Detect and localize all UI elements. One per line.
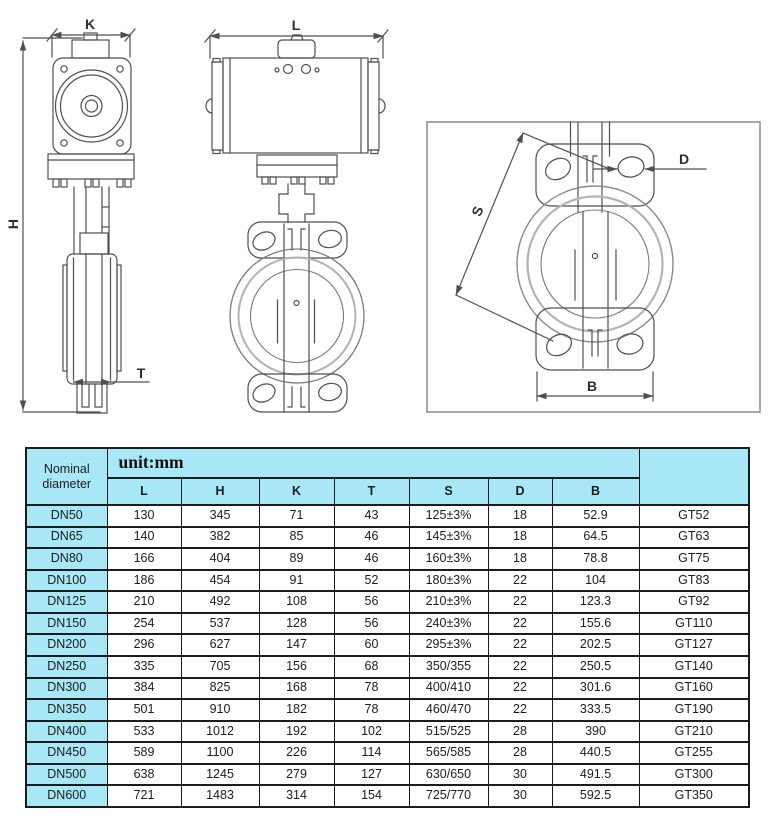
value-cell-s: 145±3%	[409, 527, 488, 549]
dn-cell: DN200	[26, 634, 107, 656]
value-cell-b: 440.5	[552, 742, 639, 764]
value-cell-h: 345	[181, 505, 259, 527]
value-cell-l: 254	[107, 613, 181, 635]
value-cell-s: 350/355	[409, 656, 488, 678]
table-row-dn250	[26, 656, 749, 678]
dim-label-s: S	[468, 203, 487, 219]
dn-cell: DN300	[26, 678, 107, 700]
value-cell-s: 515/525	[409, 721, 488, 743]
table-row-dn125	[26, 591, 749, 613]
value-cell-t: 56	[334, 591, 409, 613]
value-cell-d: 22	[488, 656, 552, 678]
value-cell-d: 18	[488, 548, 552, 570]
value-cell-k: 279	[259, 764, 334, 786]
header-nominal-diameter: Nominal diameter	[26, 448, 107, 505]
value-cell-d: 22	[488, 570, 552, 592]
value-cell-s: 180±3%	[409, 570, 488, 592]
value-cell-k: 147	[259, 634, 334, 656]
dn-cell: DN100	[26, 570, 107, 592]
table-row-dn600	[26, 785, 749, 807]
model-cell: GT255	[639, 742, 749, 764]
value-cell-b: 301.6	[552, 678, 639, 700]
table-row-dn400	[26, 721, 749, 743]
table-row-dn500	[26, 764, 749, 786]
value-cell-h: 454	[181, 570, 259, 592]
dn-cell: DN50	[26, 505, 107, 527]
model-cell: GT210	[639, 721, 749, 743]
value-cell-b: 333.5	[552, 699, 639, 721]
value-cell-k: 192	[259, 721, 334, 743]
dimension-table	[25, 447, 750, 808]
dn-cell: DN450	[26, 742, 107, 764]
value-cell-b: 491.5	[552, 764, 639, 786]
value-cell-d: 18	[488, 527, 552, 549]
value-cell-d: 22	[488, 634, 552, 656]
dn-cell: DN350	[26, 699, 107, 721]
value-cell-l: 186	[107, 570, 181, 592]
value-cell-b: 52.9	[552, 505, 639, 527]
value-cell-t: 46	[334, 548, 409, 570]
value-cell-s: 630/650	[409, 764, 488, 786]
value-cell-h: 1483	[181, 785, 259, 807]
table-row-dn300	[26, 678, 749, 700]
header-unit: unit:mm	[107, 448, 639, 478]
value-cell-k: 85	[259, 527, 334, 549]
table-head	[26, 448, 749, 505]
value-cell-h: 705	[181, 656, 259, 678]
value-cell-b: 592.5	[552, 785, 639, 807]
model-cell: GT140	[639, 656, 749, 678]
table-row-dn65	[26, 527, 749, 549]
value-cell-t: 68	[334, 656, 409, 678]
model-cell: GT110	[639, 613, 749, 635]
value-cell-b: 250.5	[552, 656, 639, 678]
value-cell-k: 91	[259, 570, 334, 592]
value-cell-k: 108	[259, 591, 334, 613]
value-cell-l: 210	[107, 591, 181, 613]
dim-label-k: K	[84, 16, 96, 32]
value-cell-t: 46	[334, 527, 409, 549]
value-cell-b: 202.5	[552, 634, 639, 656]
value-cell-l: 533	[107, 721, 181, 743]
value-cell-s: 565/585	[409, 742, 488, 764]
value-cell-s: 460/470	[409, 699, 488, 721]
table-row-dn100	[26, 570, 749, 592]
value-cell-h: 1100	[181, 742, 259, 764]
front-view-drawing	[205, 17, 388, 412]
value-cell-d: 22	[488, 678, 552, 700]
value-cell-k: 156	[259, 656, 334, 678]
value-cell-s: 295±3%	[409, 634, 488, 656]
value-cell-d: 30	[488, 764, 552, 786]
value-cell-h: 825	[181, 678, 259, 700]
header-dim-s: S	[409, 478, 488, 505]
dim-label-b: B	[586, 378, 598, 394]
value-cell-t: 102	[334, 721, 409, 743]
header-model-empty	[639, 448, 749, 505]
dn-cell: DN150	[26, 613, 107, 635]
model-cell: GT83	[639, 570, 749, 592]
value-cell-d: 22	[488, 591, 552, 613]
value-cell-h: 1245	[181, 764, 259, 786]
table-row-dn150	[26, 613, 749, 635]
value-cell-h: 537	[181, 613, 259, 635]
header-dim-l: L	[107, 478, 181, 505]
value-cell-t: 78	[334, 678, 409, 700]
value-cell-t: 56	[334, 613, 409, 635]
value-cell-k: 71	[259, 505, 334, 527]
value-cell-k: 89	[259, 548, 334, 570]
header-dim-k: K	[259, 478, 334, 505]
value-cell-s: 125±3%	[409, 505, 488, 527]
value-cell-b: 155.6	[552, 613, 639, 635]
model-cell: GT92	[639, 591, 749, 613]
table-body	[26, 505, 749, 807]
side-view-drawing	[5, 16, 149, 413]
value-cell-l: 166	[107, 548, 181, 570]
value-cell-k: 168	[259, 678, 334, 700]
table-row-dn50	[26, 505, 749, 527]
model-cell: GT52	[639, 505, 749, 527]
model-cell: GT75	[639, 548, 749, 570]
value-cell-s: 240±3%	[409, 613, 488, 635]
value-cell-b: 123.3	[552, 591, 639, 613]
value-cell-k: 314	[259, 785, 334, 807]
value-cell-t: 154	[334, 785, 409, 807]
value-cell-h: 382	[181, 527, 259, 549]
face-view-drawing	[427, 122, 760, 412]
value-cell-d: 28	[488, 721, 552, 743]
value-cell-b: 78.8	[552, 548, 639, 570]
model-cell: GT63	[639, 527, 749, 549]
value-cell-d: 18	[488, 505, 552, 527]
value-cell-s: 160±3%	[409, 548, 488, 570]
model-cell: GT127	[639, 634, 749, 656]
value-cell-t: 52	[334, 570, 409, 592]
dn-cell: DN400	[26, 721, 107, 743]
value-cell-d: 28	[488, 742, 552, 764]
value-cell-l: 140	[107, 527, 181, 549]
value-cell-b: 104	[552, 570, 639, 592]
dn-cell: DN250	[26, 656, 107, 678]
table-row-dn80	[26, 548, 749, 570]
table-row-dn350	[26, 699, 749, 721]
header-dim-h: H	[181, 478, 259, 505]
table-row-dn200	[26, 634, 749, 656]
value-cell-d: 30	[488, 785, 552, 807]
value-cell-h: 1012	[181, 721, 259, 743]
value-cell-s: 400/410	[409, 678, 488, 700]
value-cell-t: 114	[334, 742, 409, 764]
dim-label-t: T	[136, 365, 146, 381]
header-dim-t: T	[334, 478, 409, 505]
dim-label-h: H	[5, 218, 21, 230]
value-cell-t: 127	[334, 764, 409, 786]
dn-cell: DN500	[26, 764, 107, 786]
value-cell-h: 910	[181, 699, 259, 721]
dim-label-d: D	[678, 151, 690, 167]
value-cell-l: 130	[107, 505, 181, 527]
value-cell-d: 22	[488, 613, 552, 635]
value-cell-l: 296	[107, 634, 181, 656]
value-cell-l: 501	[107, 699, 181, 721]
value-cell-s: 725/770	[409, 785, 488, 807]
model-cell: GT300	[639, 764, 749, 786]
value-cell-h: 404	[181, 548, 259, 570]
value-cell-l: 721	[107, 785, 181, 807]
dn-cell: DN65	[26, 527, 107, 549]
value-cell-s: 210±3%	[409, 591, 488, 613]
model-cell: GT190	[639, 699, 749, 721]
value-cell-l: 384	[107, 678, 181, 700]
value-cell-t: 60	[334, 634, 409, 656]
header-dim-d: D	[488, 478, 552, 505]
value-cell-t: 78	[334, 699, 409, 721]
value-cell-h: 492	[181, 591, 259, 613]
value-cell-l: 638	[107, 764, 181, 786]
dn-cell: DN600	[26, 785, 107, 807]
dn-cell: DN80	[26, 548, 107, 570]
value-cell-h: 627	[181, 634, 259, 656]
value-cell-b: 64.5	[552, 527, 639, 549]
value-cell-k: 226	[259, 742, 334, 764]
value-cell-k: 128	[259, 613, 334, 635]
value-cell-l: 589	[107, 742, 181, 764]
table-row-dn450	[26, 742, 749, 764]
value-cell-t: 43	[334, 505, 409, 527]
dn-cell: DN125	[26, 591, 107, 613]
value-cell-b: 390	[552, 721, 639, 743]
value-cell-k: 182	[259, 699, 334, 721]
model-cell: GT350	[639, 785, 749, 807]
value-cell-l: 335	[107, 656, 181, 678]
model-cell: GT160	[639, 678, 749, 700]
header-dim-b: B	[552, 478, 639, 505]
dim-label-l: L	[291, 17, 301, 33]
value-cell-d: 22	[488, 699, 552, 721]
